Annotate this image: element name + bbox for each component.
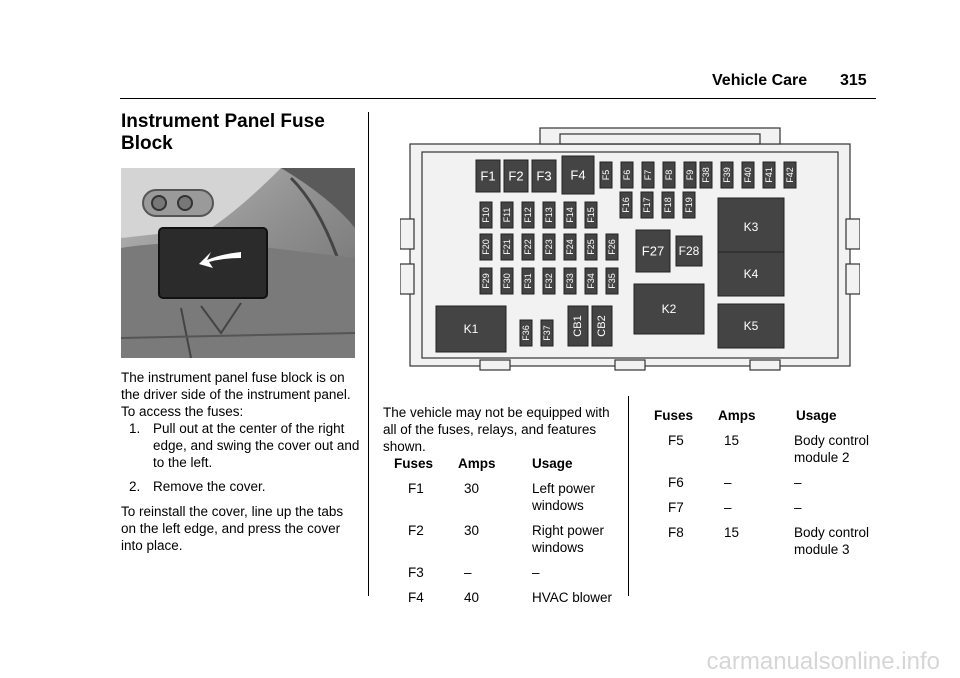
fuse-f41-label: F41 bbox=[764, 167, 774, 183]
fuse-f30-label: F30 bbox=[502, 273, 512, 289]
table-row bbox=[654, 432, 874, 474]
col-header-amps: Amps bbox=[458, 456, 496, 471]
amps-cell: 30 bbox=[464, 481, 480, 496]
fuse-f27-label: F27 bbox=[641, 243, 665, 259]
fuse-f14-label: F14 bbox=[565, 207, 575, 223]
fuse-f12-label: F12 bbox=[523, 207, 533, 223]
fuse-f3-label: F3 bbox=[536, 168, 552, 184]
fuse-f40-label: F40 bbox=[743, 167, 753, 183]
fuse-cell: F6 bbox=[668, 475, 684, 490]
fuse-f28-label: F28 bbox=[678, 244, 700, 258]
step-number: 1. bbox=[129, 421, 141, 436]
relay-k1-label: K1 bbox=[463, 322, 479, 336]
col-header-usage: Usage bbox=[532, 456, 573, 471]
amps-cell: – bbox=[724, 475, 732, 490]
col-header-usage: Usage bbox=[796, 408, 837, 423]
fuse-f36-label: F36 bbox=[521, 325, 531, 341]
table-row bbox=[394, 522, 619, 564]
col-header-amps: Amps bbox=[718, 408, 756, 423]
fuse-f19-label: F19 bbox=[684, 197, 694, 213]
fuse-table-right bbox=[654, 407, 874, 566]
fuse-f20-label: F20 bbox=[481, 239, 491, 255]
fuse-f2-label: F2 bbox=[508, 168, 524, 184]
fuse-f39-label: F39 bbox=[722, 167, 732, 183]
section-title: Vehicle Care bbox=[712, 72, 808, 89]
relay-k5-label: K5 bbox=[743, 319, 759, 333]
table-row bbox=[654, 524, 874, 566]
fuse-f35-label: F35 bbox=[607, 273, 617, 289]
amps-cell: – bbox=[724, 500, 732, 515]
page-number: 315 bbox=[840, 72, 867, 89]
watermark: carmanualsonline.info bbox=[706, 648, 940, 675]
usage-cell: HVAC blower bbox=[532, 590, 613, 605]
usage-cell: Body control module 2 bbox=[794, 433, 870, 465]
col-header-fuses: Fuses bbox=[654, 408, 694, 423]
fuse-f42-label: F42 bbox=[785, 167, 795, 183]
usage-cell: Right power windows bbox=[532, 523, 605, 555]
header-rule bbox=[120, 98, 876, 99]
fuse-cell: F8 bbox=[668, 525, 684, 540]
fuse-cell: F2 bbox=[408, 523, 424, 538]
fuse-f38-label: F38 bbox=[701, 167, 711, 183]
amps-cell: 15 bbox=[724, 525, 740, 540]
fuse-f25-label: F25 bbox=[586, 239, 596, 255]
amps-cell: 30 bbox=[464, 523, 480, 538]
fuse-f1-label: F1 bbox=[480, 168, 496, 184]
step-2 bbox=[129, 478, 365, 498]
fuse-cell: F1 bbox=[408, 481, 424, 496]
relay-k4-label: K4 bbox=[743, 267, 759, 281]
fuse-f8-label: F8 bbox=[664, 169, 674, 181]
step-number: 2. bbox=[129, 479, 141, 494]
fuse-cell: F4 bbox=[408, 590, 424, 605]
fuse-f22-label: F22 bbox=[523, 239, 533, 255]
fuse-f29-label: F29 bbox=[481, 273, 491, 289]
column-divider-left bbox=[368, 112, 369, 596]
fuse-f15-label: F15 bbox=[586, 207, 596, 223]
fuse-f31-label: F31 bbox=[523, 273, 533, 289]
step-text: Pull out at the center of the right edge, and swing the cover out and to the left. bbox=[153, 421, 360, 470]
table-row bbox=[654, 499, 874, 524]
table-row bbox=[654, 474, 874, 499]
usage-cell: Left power windows bbox=[532, 481, 596, 513]
fuse-f18-label: F18 bbox=[663, 197, 673, 213]
fuse-f13-label: F13 bbox=[544, 207, 554, 223]
fuse-f37-label: F37 bbox=[542, 325, 552, 341]
fuse-f21-label: F21 bbox=[502, 239, 512, 255]
fuse-f9-label: F9 bbox=[685, 169, 695, 181]
fuse-cover-photo bbox=[121, 168, 355, 358]
relay-k3-label: K3 bbox=[743, 220, 759, 234]
fuse-f33-label: F33 bbox=[565, 273, 575, 289]
usage-cell: Body control module 3 bbox=[794, 525, 870, 557]
usage-cell: – bbox=[794, 500, 802, 515]
col-header-fuses: Fuses bbox=[394, 456, 434, 471]
table-row bbox=[394, 564, 619, 589]
circuit-breaker-cb2-label: CB2 bbox=[596, 315, 608, 337]
table-row bbox=[394, 589, 619, 614]
fuse-f16-label: F16 bbox=[621, 197, 631, 213]
amps-cell: 15 bbox=[724, 433, 740, 448]
fuse-f10-label: F10 bbox=[481, 207, 491, 223]
fuse-f17-label: F17 bbox=[642, 197, 652, 213]
fuse-f11-label: F11 bbox=[502, 207, 512, 223]
step-text: Remove the cover. bbox=[153, 479, 266, 494]
fuse-cell: F5 bbox=[668, 433, 684, 448]
amps-cell: – bbox=[464, 565, 472, 580]
table-row bbox=[394, 480, 619, 522]
fuse-f4-label: F4 bbox=[570, 167, 586, 183]
amps-cell: 40 bbox=[464, 590, 480, 605]
fuse-f32-label: F32 bbox=[544, 273, 554, 289]
step-1 bbox=[129, 420, 365, 472]
fuse-f24-label: F24 bbox=[565, 239, 575, 255]
circuit-breaker-cb1-label: CB1 bbox=[572, 315, 584, 337]
fuse-cell: F7 bbox=[668, 500, 684, 515]
page-title: Instrument Panel Fuse Block bbox=[121, 111, 325, 154]
intro-paragraph: The instrument panel fuse block is on the driver side of the instrument panel. To access the fuses: bbox=[121, 370, 351, 419]
fuse-f6-label: F6 bbox=[622, 169, 632, 181]
fuse-f26-label: F26 bbox=[607, 239, 617, 255]
fuse-f23-label: F23 bbox=[544, 239, 554, 255]
fuse-f5-label: F5 bbox=[601, 169, 611, 181]
reinstall-paragraph: To reinstall the cover, line up the tabs on the left edge, and press the cover into place. bbox=[121, 504, 344, 553]
relay-k2-label: K2 bbox=[661, 302, 677, 316]
column-divider-right bbox=[628, 396, 629, 596]
fuse-cell: F3 bbox=[408, 565, 424, 580]
fuse-f7-label: F7 bbox=[643, 169, 653, 181]
diagram-note: The vehicle may not be equipped with all of the fuses, relays, and features shown. bbox=[383, 405, 610, 454]
fuse-table-left bbox=[394, 455, 619, 614]
fuse-block-diagram bbox=[400, 124, 860, 374]
fuse-f34-label: F34 bbox=[586, 273, 596, 289]
usage-cell: – bbox=[532, 565, 540, 580]
usage-cell: – bbox=[794, 475, 802, 490]
